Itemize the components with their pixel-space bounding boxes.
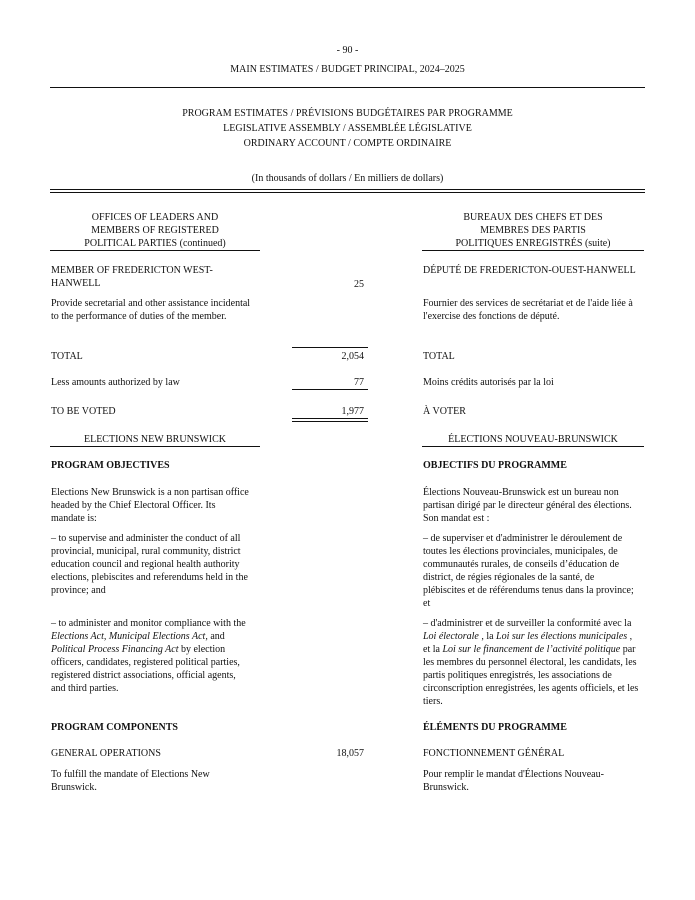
mandate-fr: Élections Nouveau-Brunswick est un bureau non partisan dirigé par le directeur général des élections. Son mandat est : — [423, 487, 632, 524]
section1-en-title: OFFICES OF LEADERS AND MEMBERS OF REGISTERED POLITICAL PARTIES (continued) — [84, 212, 226, 249]
less-amount: 77 — [354, 377, 364, 388]
less-label-en: Less amounts authorized by law — [51, 377, 180, 388]
total-rule-top — [292, 347, 368, 348]
bullet2-en: – to administer and monitor compliance with the Elections Act, Municipal Elections Act, and Political Process Financing Act by election officers, candidates, registered political parties, registered district associations, official agents, and third parties. — [51, 618, 246, 694]
heading-line-2: LEGISLATIVE ASSEMBLY / ASSEMBLÉE LÉGISLATIVE — [223, 123, 472, 134]
section2-en-title-rule — [50, 446, 260, 447]
voted-rule-top — [292, 418, 368, 419]
bullet1-en: – to supervise and administer the conduct of all provincial, municipal, rural community, district education council and regional health authority elections, plebiscites and referendums held in the province; and — [51, 533, 248, 596]
voted-label-en: TO BE VOTED — [51, 406, 116, 417]
voted-amount: 1,977 — [341, 406, 364, 417]
member-desc-fr: Fournier des services de secrétariat et de l'aide liée à l'exercise des fonctions de député. — [423, 298, 633, 322]
general-operations-fr: FONCTIONNEMENT GÉNÉRAL — [423, 748, 565, 759]
objectives-heading-en: PROGRAM OBJECTIVES — [51, 460, 170, 471]
general-operations-amount: 18,057 — [336, 748, 364, 759]
total-label-fr: TOTAL — [423, 351, 455, 362]
section1-fr-title: BUREAUX DES CHEFS ET DES MEMBRES DES PARTIS POLITIQUES ENREGISTRÉS (suite) — [455, 212, 611, 249]
units-note: (In thousands of dollars / En milliers de dollars) — [251, 173, 444, 184]
total-label-en: TOTAL — [51, 351, 83, 362]
mandate-en: Elections New Brunswick is a non partisan office headed by the Chief Electoral Officer. Its mandate is: — [51, 487, 249, 524]
voted-rule-bottom — [292, 421, 368, 422]
member-amount: 25 — [354, 279, 364, 290]
components-heading-en: PROGRAM COMPONENTS — [51, 722, 178, 733]
heading-line-1: PROGRAM ESTIMATES / PRÉVISIONS BUDGÉTAIRES PAR PROGRAMME — [182, 108, 513, 119]
heading-line-3: ORDINARY ACCOUNT / COMPTE ORDINAIRE — [243, 138, 452, 149]
section1-en-title-rule — [50, 250, 260, 251]
section2-fr-title-rule — [422, 446, 644, 447]
page-number: - 90 - — [336, 45, 359, 56]
total-amount: 2,054 — [341, 351, 364, 362]
fulfill-fr: Pour remplir le mandat d'Élections Nouveau- Brunswick. — [423, 769, 604, 793]
less-label-fr: Moins crédits autorisés par la loi — [423, 377, 554, 388]
running-title: MAIN ESTIMATES / BUDGET PRINCIPAL, 2024–2025 — [230, 64, 465, 75]
units-rule-bottom — [50, 192, 645, 193]
general-operations-en: GENERAL OPERATIONS — [51, 748, 161, 759]
objectives-heading-fr: OBJECTIFS DU PROGRAMME — [423, 460, 567, 471]
member-desc-en: Provide secretarial and other assistance incidental to the performance of duties of the member. — [51, 298, 251, 322]
bullet1-fr: – de superviser et d'administrer le déroulement de toutes les élections provinciales, municipales, de communautés rurales, de conseils d’éducation de district, de régies régionales de la santé, de plébiscites et de référendums tenus dans la province; et — [423, 533, 634, 609]
header-rule — [50, 87, 645, 88]
section2-en-title: ELECTIONS NEW BRUNSWICK — [83, 434, 227, 445]
section2-fr-title: ÉLECTIONS NOUVEAU-BRUNSWICK — [448, 434, 618, 445]
bullet2-fr: – d'administrer et de surveiller la conformité avec la Loi électorale , la Loi sur les élections municipales , et la Loi sur le financement de l’activité politique par les membres du personnel électoral, les candidats, les partis politiques enregistrés, les associations de circonscription enregistrées, les agents officiels, et les tiers. — [423, 618, 639, 707]
fulfill-en: To fulfill the mandate of Elections New Brunswick. — [51, 769, 210, 793]
member-label-en: MEMBER OF FREDERICTON WEST- HANWELL — [51, 265, 213, 289]
less-rule — [292, 389, 368, 390]
section1-fr-title-rule — [422, 250, 644, 251]
member-label-fr: DÉPUTÉ DE FREDERICTON-OUEST-HANWELL — [423, 265, 636, 276]
components-heading-fr: ÉLÉMENTS DU PROGRAMME — [423, 722, 567, 733]
voted-label-fr: À VOTER — [423, 406, 466, 417]
units-rule-top — [50, 189, 645, 190]
